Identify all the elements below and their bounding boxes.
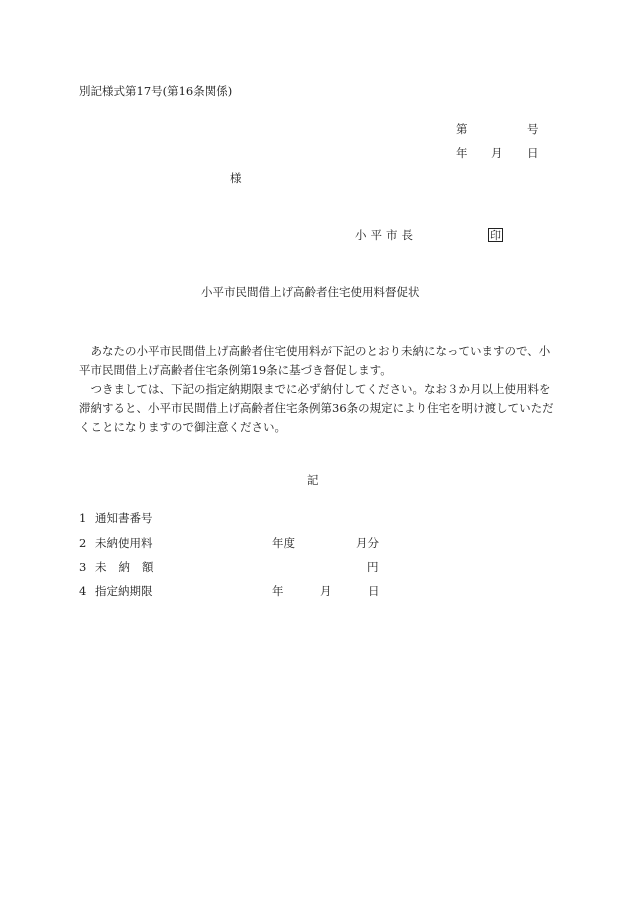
item-number: 1 [79,511,87,525]
item-number: 3 [79,560,87,574]
date-month-label: 月 [491,146,503,160]
item-number: 2 [79,536,87,550]
item-number: 4 [79,584,87,598]
date-year-label: 年 [456,146,468,160]
issuer-title: 小平市長 [355,228,417,242]
document-number-suffix: 号 [527,122,539,136]
body-paragraph-1: あなたの小平市民間借上げ高齢者住宅使用料が下記のとおり未納になっていますので、小平市民間借上げ高齢者住宅条例第19条に基づき督促します。 [79,344,551,377]
month-portion-unit: 月分 [356,536,379,550]
document-title: 小平市民間借上げ高齢者住宅使用料督促状 [201,285,420,299]
deadline-day-unit: 日 [368,584,380,598]
body-text [79,342,555,437]
addressee-honorific: 様 [230,171,242,185]
item-label: 未納使用料 [95,536,153,550]
ki-heading: 記 [307,473,319,487]
yen-unit: 円 [367,560,379,574]
document-number-prefix: 第 [456,122,468,136]
form-number: 別記様式第17号(第16条関係) [79,84,233,98]
date-day-label: 日 [527,146,539,160]
deadline-year-unit: 年 [272,584,284,598]
seal-mark: 印 [490,229,501,242]
item-label: 通知書番号 [95,511,153,525]
item-label: 指定納期限 [95,584,153,598]
body-paragraph-2: つきましては、下記の指定納期限までに必ず納付してください。なお３か月以上使用料を滞納すると、小平市民間借上げ高齢者住宅条例第36条の規定により住宅を明け渡していただくことになりますので御注意ください。 [79,382,554,434]
deadline-month-unit: 月 [320,584,332,598]
fiscal-year-unit: 年度 [272,536,295,550]
item-label: 未納額 [95,560,166,574]
